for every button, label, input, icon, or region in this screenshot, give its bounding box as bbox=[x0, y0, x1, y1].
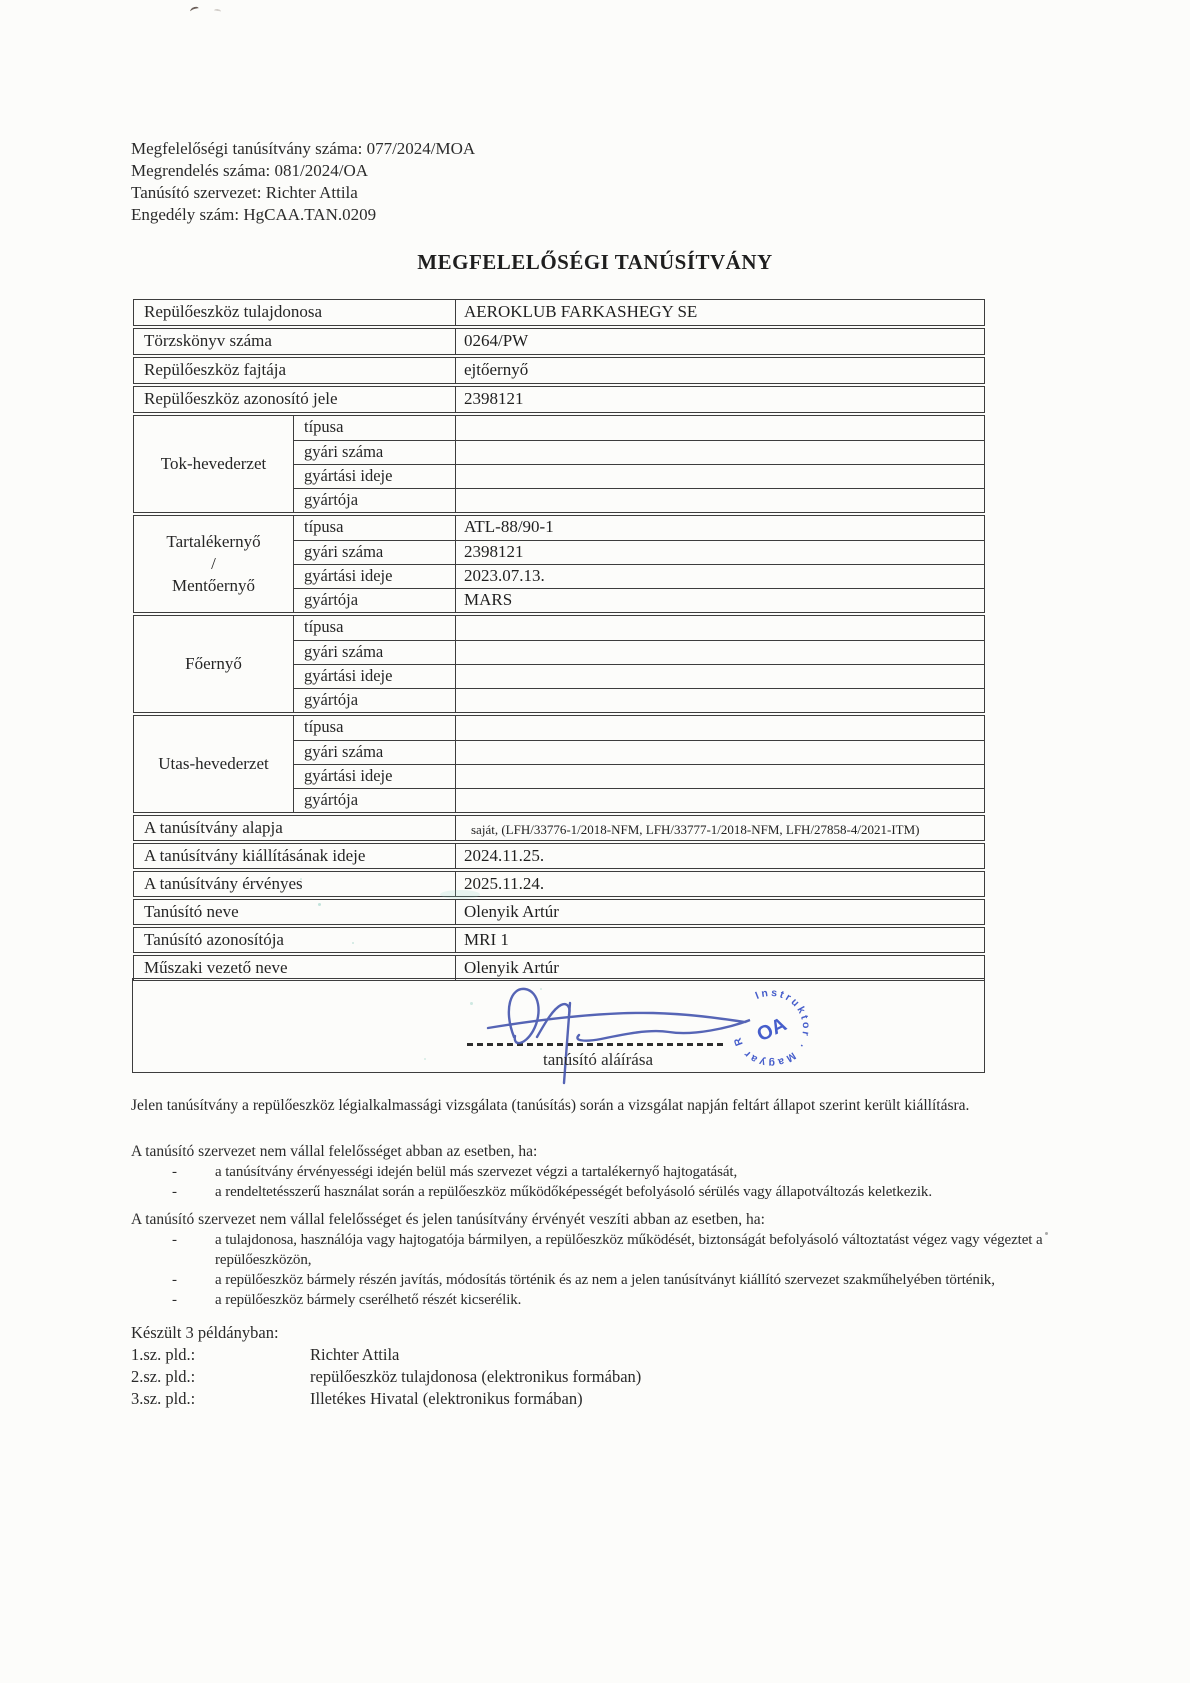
table-row bbox=[133, 357, 985, 384]
bullet-text: a tulajdonosa, használója vagy hajtogatója bármilyen, a repülőeszköz működését, biztonságát befolyásoló változtatást végez vagy végeztet a repülőeszközön, bbox=[215, 1232, 1043, 1268]
certificate-table bbox=[133, 299, 985, 983]
row-label: Tanúsító neve bbox=[134, 900, 456, 924]
sub-label: típusa bbox=[294, 616, 456, 640]
sub-row bbox=[294, 416, 984, 440]
table-group-harness-container bbox=[133, 415, 985, 513]
bullet-dash: - bbox=[172, 1272, 177, 1288]
group-rows bbox=[294, 516, 984, 612]
sub-label: típusa bbox=[294, 516, 456, 540]
sub-label: típusa bbox=[294, 716, 456, 740]
row-value: Olenyik Artúr bbox=[464, 902, 559, 921]
row-label: A tanúsítvány kiállításának ideje bbox=[134, 844, 456, 868]
bullet-item bbox=[131, 1182, 1075, 1202]
scan-artifact bbox=[1045, 1232, 1048, 1235]
row-label: A tanúsítvány érvényes bbox=[134, 872, 456, 896]
table-row bbox=[133, 927, 985, 953]
sub-label: gyári száma bbox=[294, 441, 456, 464]
sub-row bbox=[294, 788, 984, 812]
row-value: saját, (LFH/33776-1/2018-NFM, LFH/33777-1/2018-NFM, LFH/27858-4/2021-ITM) bbox=[471, 822, 920, 837]
copies-row bbox=[131, 1344, 1075, 1366]
table-row bbox=[133, 871, 985, 897]
copies-value: repülőeszköz tulajdonosa (elektronikus formában) bbox=[310, 1367, 642, 1386]
document-header bbox=[131, 138, 475, 226]
sub-value bbox=[456, 465, 984, 488]
sub-row bbox=[294, 488, 984, 512]
disclaimer-block bbox=[131, 1142, 1075, 1202]
table-group-reserve-parachute bbox=[133, 515, 985, 613]
sub-row bbox=[294, 540, 984, 564]
table-row bbox=[133, 815, 985, 841]
signature-box bbox=[132, 978, 985, 1073]
row-value: 0264/PW bbox=[464, 331, 529, 350]
sub-row bbox=[294, 588, 984, 612]
group-label bbox=[134, 716, 294, 812]
row-label: Repülőeszköz tulajdonosa bbox=[134, 300, 456, 325]
sub-row bbox=[294, 688, 984, 712]
sub-value bbox=[456, 665, 984, 688]
header-line-certificate-number: Megfelelőségi tanúsítvány száma: 077/2024/MOA bbox=[131, 139, 476, 158]
sub-row bbox=[294, 464, 984, 488]
bullet-dash: - bbox=[172, 1232, 177, 1248]
row-value: 2398121 bbox=[464, 389, 524, 408]
sub-row bbox=[294, 740, 984, 764]
scan-artifact bbox=[540, 988, 542, 990]
row-label: Repülőeszköz fajtája bbox=[134, 358, 456, 383]
copies-label: 3.sz. pld.: bbox=[131, 1389, 196, 1408]
stamp-center-text: OA bbox=[753, 1013, 791, 1047]
sub-label: típusa bbox=[294, 416, 456, 440]
table-row bbox=[133, 328, 985, 355]
group-label-line: Utas-hevederzet bbox=[158, 754, 269, 773]
bullet-dash: - bbox=[172, 1164, 177, 1180]
bullet-dash: - bbox=[172, 1292, 177, 1308]
bullet-text: a repülőeszköz bármely részén javítás, módosítás történik és az nem a jelen tanúsítványt kiállító szervezet szakműhelyében történik, bbox=[215, 1272, 995, 1288]
bullet-dash: - bbox=[172, 1184, 177, 1200]
group-rows bbox=[294, 616, 984, 712]
group-label bbox=[134, 616, 294, 712]
bullet-item bbox=[131, 1230, 1075, 1270]
sub-value: 2023.07.13. bbox=[464, 566, 545, 585]
table-row bbox=[133, 386, 985, 413]
copies-row bbox=[131, 1366, 1075, 1388]
row-value: MRI 1 bbox=[464, 930, 509, 949]
bullet-item bbox=[131, 1270, 1075, 1290]
sub-label: gyártási ideje bbox=[294, 465, 456, 488]
table-row bbox=[133, 899, 985, 925]
copies-label: 1.sz. pld.: bbox=[131, 1345, 196, 1364]
stamp-ring-text: Instruktor · Magyar R bbox=[730, 986, 813, 1070]
group-label-line: Mentőernyő bbox=[171, 576, 256, 595]
row-label: Műszaki vezető neve bbox=[134, 956, 456, 980]
disclaimer-block bbox=[131, 1210, 1075, 1310]
bullet-text: a tanúsítvány érvényességi idején belül más szervezet végzi a tartalékernyő hajtogatását, bbox=[215, 1164, 738, 1180]
sub-value bbox=[456, 716, 984, 740]
sub-value bbox=[456, 765, 984, 788]
sub-value: 2398121 bbox=[464, 542, 524, 561]
row-label: Repülőeszköz azonosító jele bbox=[134, 387, 456, 412]
copies-value: Illetékes Hivatal (elektronikus formában) bbox=[310, 1389, 583, 1408]
sub-value bbox=[456, 616, 984, 640]
group-rows bbox=[294, 716, 984, 812]
copies-block bbox=[131, 1322, 1075, 1410]
row-label: Tanúsító azonosítója bbox=[134, 928, 456, 952]
sub-label: gyártási ideje bbox=[294, 765, 456, 788]
sub-row bbox=[294, 440, 984, 464]
scan-artifact bbox=[440, 890, 480, 899]
row-value: 2025.11.24. bbox=[464, 874, 545, 893]
sub-label: gyártója bbox=[294, 689, 456, 712]
sub-value bbox=[456, 741, 984, 764]
group-label-line: Főernyő bbox=[185, 654, 242, 673]
copies-value: Richter Attila bbox=[310, 1345, 400, 1364]
sub-label: gyártója bbox=[294, 489, 456, 512]
sub-row bbox=[294, 716, 984, 740]
row-value: 2024.11.25. bbox=[464, 846, 545, 865]
sub-row bbox=[294, 616, 984, 640]
sub-label: gyári száma bbox=[294, 641, 456, 664]
sub-value bbox=[456, 441, 984, 464]
row-label: A tanúsítvány alapja bbox=[134, 816, 456, 840]
row-value: ejtőernyő bbox=[464, 360, 529, 379]
sub-label: gyártója bbox=[294, 789, 456, 812]
sub-row bbox=[294, 640, 984, 664]
sub-row bbox=[294, 664, 984, 688]
sub-label: gyári száma bbox=[294, 541, 456, 564]
bullet-item bbox=[131, 1162, 1075, 1182]
scan-artifact bbox=[470, 1002, 473, 1005]
copies-label: 2.sz. pld.: bbox=[131, 1367, 196, 1386]
disclaimer-heading: A tanúsító szervezet nem vállal felelősséget abban az esetben, ha: bbox=[131, 1143, 538, 1160]
copies-row bbox=[131, 1388, 1075, 1410]
group-label-line: Tartalékernyő bbox=[166, 532, 261, 551]
row-value: Olenyik Artúr bbox=[464, 958, 559, 977]
statement-paragraph: Jelen tanúsítvány a repülőeszköz légialkalmassági vizsgálata (tanúsítás) során a vizsgálat napján feltárt állapot szerint került kiállításra. bbox=[131, 1097, 970, 1114]
scan-artifact bbox=[300, 878, 302, 880]
table-group-main-parachute bbox=[133, 615, 985, 713]
group-label bbox=[134, 516, 294, 612]
disclaimer-heading: A tanúsító szervezet nem vállal felelősséget és jelen tanúsítvány érvényét veszíti abban az esetben, ha: bbox=[131, 1211, 765, 1228]
sub-row bbox=[294, 564, 984, 588]
signature-caption: tanúsító aláírása bbox=[543, 1050, 653, 1069]
table-group-passenger-harness bbox=[133, 715, 985, 813]
table-row bbox=[133, 299, 985, 326]
sub-value: ATL-88/90-1 bbox=[464, 517, 554, 536]
sub-label: gyártási ideje bbox=[294, 665, 456, 688]
group-rows bbox=[294, 416, 984, 512]
pen-mark-artifact bbox=[189, 6, 199, 14]
sub-value bbox=[456, 689, 984, 712]
header-line-permit-number: Engedély szám: HgCAA.TAN.0209 bbox=[131, 205, 377, 224]
sub-label: gyártója bbox=[294, 589, 456, 612]
sub-label: gyártási ideje bbox=[294, 565, 456, 588]
copies-heading: Készült 3 példányban: bbox=[131, 1323, 279, 1342]
bullet-item bbox=[131, 1290, 1075, 1310]
row-value: AEROKLUB FARKASHEGY SE bbox=[464, 302, 698, 321]
pen-mark-artifact bbox=[214, 9, 221, 14]
group-label bbox=[134, 416, 294, 512]
scan-artifact bbox=[424, 1058, 426, 1060]
bullet-text: a repülőeszköz bármely cserélhető részét kicserélik. bbox=[215, 1292, 522, 1308]
sub-label: gyári száma bbox=[294, 741, 456, 764]
header-line-certifier-organization: Tanúsító szervezet: Richter Attila bbox=[131, 183, 358, 202]
sub-value bbox=[456, 489, 984, 512]
sub-value bbox=[456, 416, 984, 440]
bullet-text: a rendeltetésszerű használat során a repülőeszköz működőképességét befolyásoló sérülés vagy állapotváltozás keletkezik. bbox=[215, 1184, 932, 1200]
sub-value bbox=[456, 789, 984, 812]
scan-artifact bbox=[318, 903, 321, 906]
sub-row bbox=[294, 516, 984, 540]
page-title: MEGFELELŐSÉGI TANÚSÍTVÁNY bbox=[417, 250, 773, 274]
sub-row bbox=[294, 764, 984, 788]
header-line-order-number: Megrendelés száma: 081/2024/OA bbox=[131, 161, 368, 180]
scan-artifact bbox=[352, 942, 354, 944]
row-label: Törzskönyv száma bbox=[134, 329, 456, 354]
group-label-line: Tok-hevederzet bbox=[160, 454, 267, 473]
group-label-line: / bbox=[211, 554, 216, 573]
sub-value: MARS bbox=[464, 590, 513, 609]
sub-value bbox=[456, 641, 984, 664]
table-row bbox=[133, 843, 985, 869]
